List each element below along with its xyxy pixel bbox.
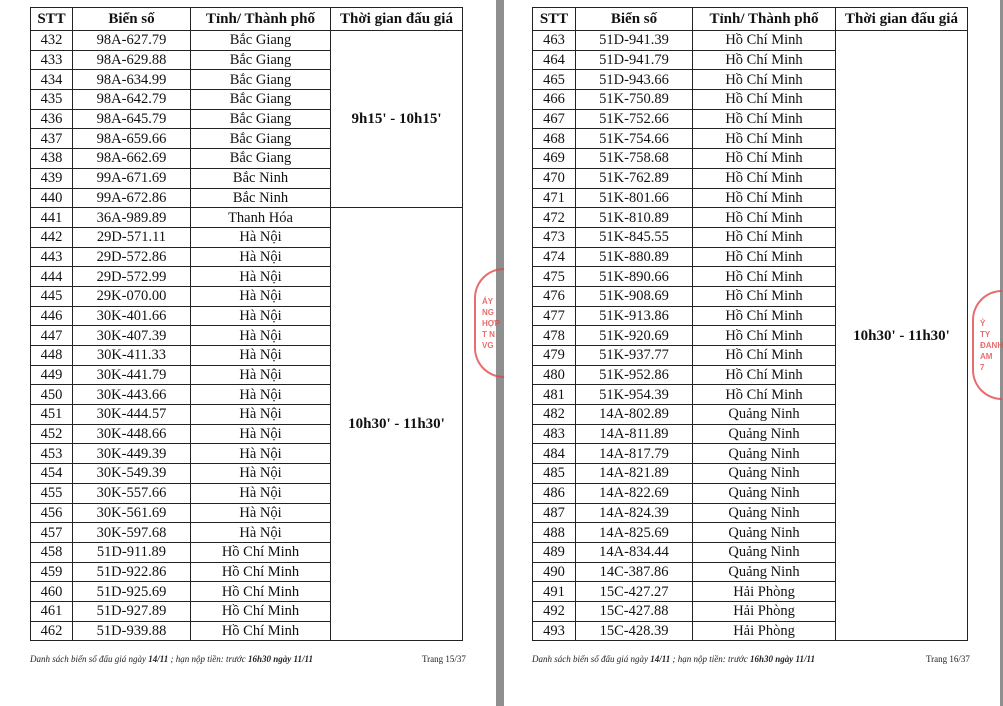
cell-plate: 98A-627.79 bbox=[73, 31, 191, 51]
cell-stt: 454 bbox=[31, 464, 73, 484]
cell-stt: 456 bbox=[31, 503, 73, 523]
cell-plate: 51D-941.39 bbox=[576, 31, 693, 51]
cell-auction-time: 9h15' - 10h15' bbox=[331, 31, 463, 208]
cell-plate: 14A-817.79 bbox=[576, 444, 693, 464]
cell-plate: 14A-821.89 bbox=[576, 464, 693, 484]
cell-province: Hà Nội bbox=[191, 424, 331, 444]
cell-plate: 51K-845.55 bbox=[576, 227, 693, 247]
cell-province: Quảng Ninh bbox=[693, 424, 836, 444]
cell-plate: 51K-758.68 bbox=[576, 149, 693, 169]
cell-stt: 460 bbox=[31, 582, 73, 602]
cell-plate: 14C-387.86 bbox=[576, 562, 693, 582]
cell-stt: 432 bbox=[31, 31, 73, 51]
cell-province: Quảng Ninh bbox=[693, 483, 836, 503]
cell-stt: 455 bbox=[31, 483, 73, 503]
cell-stt: 444 bbox=[31, 267, 73, 287]
cell-province: Hà Nội bbox=[191, 385, 331, 405]
cell-province: Bắc Giang bbox=[191, 31, 331, 51]
cell-province: Hồ Chí Minh bbox=[693, 109, 836, 129]
cell-stt: 442 bbox=[31, 227, 73, 247]
cell-stt: 477 bbox=[533, 306, 576, 326]
cell-plate: 51K-937.77 bbox=[576, 346, 693, 366]
cell-stt: 467 bbox=[533, 109, 576, 129]
cell-stt: 437 bbox=[31, 129, 73, 149]
cell-auction-time: 10h30' - 11h30' bbox=[331, 208, 463, 641]
cell-province: Hà Nội bbox=[191, 227, 331, 247]
cell-province: Bắc Giang bbox=[191, 149, 331, 169]
cell-stt: 449 bbox=[31, 365, 73, 385]
cell-stt: 457 bbox=[31, 523, 73, 543]
cell-province: Hồ Chí Minh bbox=[191, 582, 331, 602]
footer-note-left: Danh sách biển số đấu giá ngày 14/11 ; hạn nộp tiền: trước 16h30 ngày 11/11 bbox=[30, 654, 313, 664]
cell-province: Hà Nội bbox=[191, 247, 331, 267]
cell-stt: 443 bbox=[31, 247, 73, 267]
cell-plate: 51D-911.89 bbox=[73, 542, 191, 562]
cell-province: Hồ Chí Minh bbox=[191, 542, 331, 562]
cell-province: Hà Nội bbox=[191, 464, 331, 484]
cell-province: Bắc Giang bbox=[191, 50, 331, 70]
cell-plate: 29D-572.99 bbox=[73, 267, 191, 287]
cell-stt: 491 bbox=[533, 582, 576, 602]
cell-plate: 30K-557.66 bbox=[73, 483, 191, 503]
cell-province: Hà Nội bbox=[191, 444, 331, 464]
cell-stt: 470 bbox=[533, 168, 576, 188]
cell-stt: 435 bbox=[31, 90, 73, 110]
cell-province: Hồ Chí Minh bbox=[693, 306, 836, 326]
cell-province: Bắc Giang bbox=[191, 90, 331, 110]
cell-stt: 448 bbox=[31, 346, 73, 366]
cell-plate: 14A-824.39 bbox=[576, 503, 693, 523]
cell-province: Quảng Ninh bbox=[693, 405, 836, 425]
plate-auction-table-right bbox=[532, 7, 968, 641]
cell-province: Hồ Chí Minh bbox=[191, 621, 331, 641]
cell-stt: 486 bbox=[533, 483, 576, 503]
cell-stt: 488 bbox=[533, 523, 576, 543]
cell-plate: 51K-913.86 bbox=[576, 306, 693, 326]
cell-plate: 29K-070.00 bbox=[73, 286, 191, 306]
cell-stt: 481 bbox=[533, 385, 576, 405]
cell-province: Quảng Ninh bbox=[693, 444, 836, 464]
document-page-left bbox=[0, 0, 496, 706]
plate-auction-table-left bbox=[30, 7, 463, 641]
cell-province: Quảng Ninh bbox=[693, 464, 836, 484]
cell-plate: 30K-441.79 bbox=[73, 365, 191, 385]
cell-province: Hồ Chí Minh bbox=[693, 70, 836, 90]
cell-stt: 458 bbox=[31, 542, 73, 562]
cell-plate: 51D-941.79 bbox=[576, 50, 693, 70]
cell-stt: 482 bbox=[533, 405, 576, 425]
cell-province: Bắc Giang bbox=[191, 129, 331, 149]
cell-province: Thanh Hóa bbox=[191, 208, 331, 228]
red-seal-right: Ỷ TY ĐANH AM 7 bbox=[972, 290, 1002, 400]
cell-plate: 30K-407.39 bbox=[73, 326, 191, 346]
table-body-left bbox=[31, 31, 463, 641]
cell-plate: 51D-927.89 bbox=[73, 601, 191, 621]
cell-plate: 51D-939.88 bbox=[73, 621, 191, 641]
table-row bbox=[31, 31, 463, 51]
cell-province: Hồ Chí Minh bbox=[693, 286, 836, 306]
cell-province: Hải Phòng bbox=[693, 621, 836, 641]
cell-plate: 51K-810.89 bbox=[576, 208, 693, 228]
document-page-right bbox=[504, 0, 1000, 706]
cell-plate: 98A-642.79 bbox=[73, 90, 191, 110]
cell-plate: 30K-561.69 bbox=[73, 503, 191, 523]
cell-province: Bắc Ninh bbox=[191, 168, 331, 188]
table-row bbox=[31, 208, 463, 228]
cell-stt: 440 bbox=[31, 188, 73, 208]
cell-province: Hà Nội bbox=[191, 326, 331, 346]
cell-province: Hồ Chí Minh bbox=[693, 346, 836, 366]
cell-stt: 478 bbox=[533, 326, 576, 346]
cell-plate: 30K-401.66 bbox=[73, 306, 191, 326]
cell-stt: 487 bbox=[533, 503, 576, 523]
table-header-row bbox=[533, 8, 968, 31]
cell-plate: 99A-672.86 bbox=[73, 188, 191, 208]
cell-stt: 446 bbox=[31, 306, 73, 326]
cell-province: Hà Nội bbox=[191, 286, 331, 306]
cell-stt: 447 bbox=[31, 326, 73, 346]
header-stt: STT bbox=[31, 8, 73, 31]
cell-stt: 493 bbox=[533, 621, 576, 641]
cell-plate: 99A-671.69 bbox=[73, 168, 191, 188]
cell-plate: 98A-634.99 bbox=[73, 70, 191, 90]
cell-plate: 51D-943.66 bbox=[576, 70, 693, 90]
cell-stt: 489 bbox=[533, 542, 576, 562]
cell-stt: 433 bbox=[31, 50, 73, 70]
cell-stt: 473 bbox=[533, 227, 576, 247]
cell-province: Hải Phòng bbox=[693, 601, 836, 621]
cell-plate: 15C-428.39 bbox=[576, 621, 693, 641]
cell-province: Hồ Chí Minh bbox=[693, 385, 836, 405]
cell-stt: 484 bbox=[533, 444, 576, 464]
cell-stt: 441 bbox=[31, 208, 73, 228]
cell-stt: 452 bbox=[31, 424, 73, 444]
cell-province: Hồ Chí Minh bbox=[693, 267, 836, 287]
cell-province: Hồ Chí Minh bbox=[693, 50, 836, 70]
cell-province: Quảng Ninh bbox=[693, 503, 836, 523]
cell-stt: 485 bbox=[533, 464, 576, 484]
cell-province: Hà Nội bbox=[191, 483, 331, 503]
page-number-right: Trang 16/37 bbox=[926, 654, 970, 664]
cell-province: Hà Nội bbox=[191, 365, 331, 385]
cell-auction-time: 10h30' - 11h30' bbox=[836, 31, 968, 641]
table-body-right bbox=[533, 31, 968, 641]
cell-plate: 30K-597.68 bbox=[73, 523, 191, 543]
cell-province: Quảng Ninh bbox=[693, 523, 836, 543]
cell-plate: 51K-754.66 bbox=[576, 129, 693, 149]
cell-plate: 14A-825.69 bbox=[576, 523, 693, 543]
cell-province: Hồ Chí Minh bbox=[693, 90, 836, 110]
cell-plate: 51K-890.66 bbox=[576, 267, 693, 287]
cell-province: Hồ Chí Minh bbox=[693, 365, 836, 385]
cell-province: Bắc Ninh bbox=[191, 188, 331, 208]
header-time: Thời gian đấu giá bbox=[836, 8, 968, 31]
page-number-left: Trang 15/37 bbox=[422, 654, 466, 664]
cell-province: Hà Nội bbox=[191, 503, 331, 523]
cell-plate: 51K-880.89 bbox=[576, 247, 693, 267]
cell-stt: 464 bbox=[533, 50, 576, 70]
cell-stt: 438 bbox=[31, 149, 73, 169]
cell-stt: 483 bbox=[533, 424, 576, 444]
cell-plate: 14A-811.89 bbox=[576, 424, 693, 444]
cell-stt: 445 bbox=[31, 286, 73, 306]
header-stt: STT bbox=[533, 8, 576, 31]
cell-plate: 51K-954.39 bbox=[576, 385, 693, 405]
cell-stt: 479 bbox=[533, 346, 576, 366]
cell-plate: 51K-762.89 bbox=[576, 168, 693, 188]
cell-stt: 474 bbox=[533, 247, 576, 267]
cell-plate: 98A-629.88 bbox=[73, 50, 191, 70]
cell-stt: 462 bbox=[31, 621, 73, 641]
cell-stt: 461 bbox=[31, 601, 73, 621]
cell-province: Hồ Chí Minh bbox=[693, 208, 836, 228]
cell-plate: 29D-571.11 bbox=[73, 227, 191, 247]
cell-plate: 51K-752.66 bbox=[576, 109, 693, 129]
table-header-row bbox=[31, 8, 463, 31]
cell-plate: 51K-801.66 bbox=[576, 188, 693, 208]
cell-plate: 30K-448.66 bbox=[73, 424, 191, 444]
cell-plate: 51K-952.86 bbox=[576, 365, 693, 385]
cell-stt: 439 bbox=[31, 168, 73, 188]
cell-plate: 14A-822.69 bbox=[576, 483, 693, 503]
cell-stt: 480 bbox=[533, 365, 576, 385]
cell-province: Quảng Ninh bbox=[693, 542, 836, 562]
footer-note-right: Danh sách biển số đấu giá ngày 14/11 ; hạn nộp tiền: trước 16h30 ngày 11/11 bbox=[532, 654, 815, 664]
cell-plate: 30K-449.39 bbox=[73, 444, 191, 464]
cell-province: Hà Nội bbox=[191, 346, 331, 366]
cell-plate: 30K-411.33 bbox=[73, 346, 191, 366]
cell-plate: 14A-802.89 bbox=[576, 405, 693, 425]
cell-province: Hà Nội bbox=[191, 306, 331, 326]
cell-stt: 459 bbox=[31, 562, 73, 582]
cell-province: Hồ Chí Minh bbox=[693, 188, 836, 208]
cell-province: Hồ Chí Minh bbox=[693, 247, 836, 267]
cell-province: Hải Phòng bbox=[693, 582, 836, 602]
cell-plate: 98A-645.79 bbox=[73, 109, 191, 129]
cell-stt: 468 bbox=[533, 129, 576, 149]
cell-plate: 51K-908.69 bbox=[576, 286, 693, 306]
cell-province: Hồ Chí Minh bbox=[191, 601, 331, 621]
cell-stt: 453 bbox=[31, 444, 73, 464]
cell-stt: 465 bbox=[533, 70, 576, 90]
cell-province: Bắc Giang bbox=[191, 109, 331, 129]
cell-stt: 466 bbox=[533, 90, 576, 110]
cell-plate: 98A-662.69 bbox=[73, 149, 191, 169]
cell-plate: 15C-427.27 bbox=[576, 582, 693, 602]
header-province: Tỉnh/ Thành phố bbox=[191, 8, 331, 31]
table-row bbox=[533, 31, 968, 51]
cell-stt: 475 bbox=[533, 267, 576, 287]
cell-plate: 15C-427.88 bbox=[576, 601, 693, 621]
cell-stt: 434 bbox=[31, 70, 73, 90]
cell-province: Hồ Chí Minh bbox=[693, 326, 836, 346]
cell-plate: 51K-920.69 bbox=[576, 326, 693, 346]
cell-province: Hồ Chí Minh bbox=[693, 31, 836, 51]
cell-stt: 469 bbox=[533, 149, 576, 169]
cell-stt: 436 bbox=[31, 109, 73, 129]
cell-stt: 471 bbox=[533, 188, 576, 208]
cell-stt: 451 bbox=[31, 405, 73, 425]
cell-province: Hồ Chí Minh bbox=[693, 227, 836, 247]
cell-province: Hồ Chí Minh bbox=[693, 129, 836, 149]
header-plate: Biển số bbox=[576, 8, 693, 31]
cell-stt: 472 bbox=[533, 208, 576, 228]
header-plate: Biển số bbox=[73, 8, 191, 31]
cell-province: Quảng Ninh bbox=[693, 562, 836, 582]
cell-plate: 36A-989.89 bbox=[73, 208, 191, 228]
cell-stt: 476 bbox=[533, 286, 576, 306]
cell-province: Hà Nội bbox=[191, 523, 331, 543]
cell-plate: 51D-925.69 bbox=[73, 582, 191, 602]
cell-plate: 29D-572.86 bbox=[73, 247, 191, 267]
header-time: Thời gian đấu giá bbox=[331, 8, 463, 31]
cell-plate: 98A-659.66 bbox=[73, 129, 191, 149]
cell-stt: 450 bbox=[31, 385, 73, 405]
cell-plate: 30K-443.66 bbox=[73, 385, 191, 405]
cell-stt: 492 bbox=[533, 601, 576, 621]
cell-province: Hồ Chí Minh bbox=[693, 149, 836, 169]
header-province: Tỉnh/ Thành phố bbox=[693, 8, 836, 31]
cell-province: Bắc Giang bbox=[191, 70, 331, 90]
cell-province: Hồ Chí Minh bbox=[191, 562, 331, 582]
cell-plate: 30K-444.57 bbox=[73, 405, 191, 425]
cell-stt: 463 bbox=[533, 31, 576, 51]
cell-province: Hồ Chí Minh bbox=[693, 168, 836, 188]
cell-stt: 490 bbox=[533, 562, 576, 582]
cell-plate: 51D-922.86 bbox=[73, 562, 191, 582]
cell-province: Hà Nội bbox=[191, 267, 331, 287]
cell-plate: 14A-834.44 bbox=[576, 542, 693, 562]
red-seal-left: ÁY NG HỢP T N VG bbox=[474, 268, 504, 378]
cell-plate: 51K-750.89 bbox=[576, 90, 693, 110]
cell-province: Hà Nội bbox=[191, 405, 331, 425]
cell-plate: 30K-549.39 bbox=[73, 464, 191, 484]
